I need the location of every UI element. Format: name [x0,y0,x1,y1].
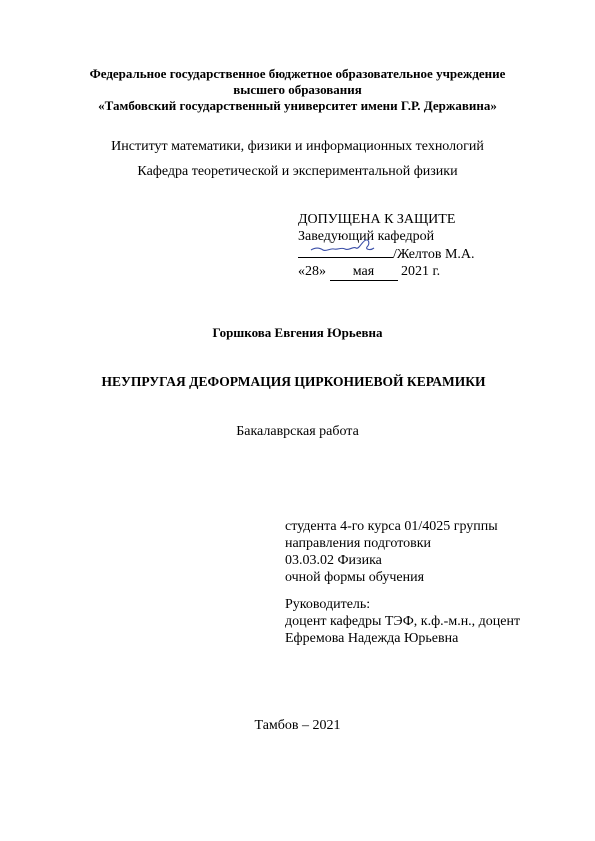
work-type: Бакалаврская работа [236,424,359,439]
approval-signature-row [298,245,475,263]
institute-name: Институт математики, физики и информационных технологий [111,139,484,154]
supervisor-name: Ефремова Надежда Юрьевна [285,631,459,646]
supervisor-label: Руководитель: [285,597,371,612]
city-year: Тамбов – 2021 [254,718,341,733]
student-line-3: 03.03.02 Физика [285,553,382,568]
approval-role: Заведующий кафедрой [298,229,435,244]
student-line-2: направления подготовки [285,536,432,551]
approval-block [298,211,475,281]
university-header [0,66,595,114]
signature-line [298,245,393,258]
approval-date-row [298,263,475,281]
signature-icon [308,235,378,257]
header-line-3: «Тамбовский государственный университет имени Г.Р. Державина» [98,98,497,113]
approval-year: 2021 г. [401,264,441,279]
student-line-1: студента 4-го курса 01/4025 группы [285,519,498,534]
student-line-4: очной формы обучения [285,570,425,585]
thesis-title: НЕУПРУГАЯ ДЕФОРМАЦИЯ ЦИРКОНИЕВОЙ КЕРАМИКИ [101,374,486,389]
approval-name: /Желтов М.А. [393,247,475,262]
author-name: Горшкова Евгения Юрьевна [212,325,383,340]
header-line-1: Федеральное государственное бюджетное образовательное учреждение [89,66,506,81]
approval-month: мая [330,263,398,281]
supervisor-position: доцент кафедры ТЭФ, к.ф.-м.н., доцент [285,614,521,629]
supervisor-info [285,596,520,647]
header-line-2: высшего образования [233,82,362,97]
approval-day: «28» [298,264,326,279]
department-name: Кафедра теоретической и экспериментальной физики [137,164,458,179]
approval-title: ДОПУЩЕНА К ЗАЩИТЕ [298,212,456,227]
student-info [285,518,498,586]
